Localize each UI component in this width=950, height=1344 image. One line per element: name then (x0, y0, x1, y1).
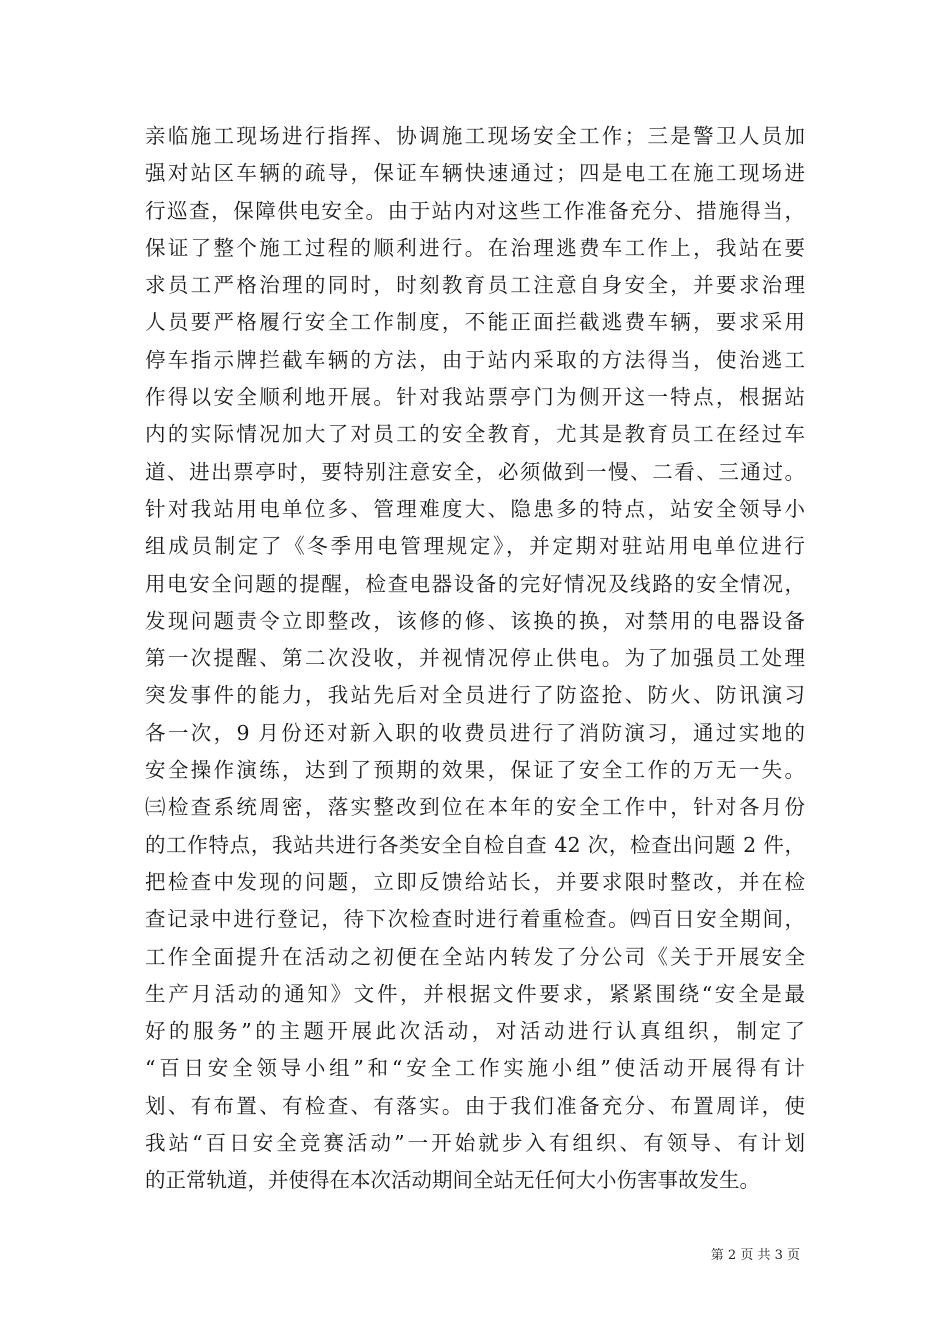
text-line: 我站“百日安全竞赛活动”一开始就步入有组织、有领导、有计划 (145, 1131, 805, 1156)
text-line: 行巡查，保障供电安全。由于站内对这些工作准备充分、措施得当， (145, 198, 805, 223)
text-line: 人员要严格履行安全工作制度，不能正面拦截逃费车辆，要求采用 (145, 310, 805, 335)
text-line: 第一次提醒、第二次没收，并视情况停止供电。为了加强员工处理 (145, 646, 805, 671)
text-line: 安全操作演练，达到了预期的效果，保证了安全工作的万无一失。 (145, 758, 805, 783)
text-line: 的工作特点，我站共进行各类安全自检自查 42 次，检查出问题 2 件， (145, 832, 805, 857)
text-line: 求员工严格治理的同时，时刻教育员工注意自身安全，并要求治理 (145, 273, 805, 298)
text-line: 用电安全问题的提醒，检查电器设备的完好情况及线路的安全情况， (145, 571, 805, 596)
text-line: 突发事件的能力，我站先后对全员进行了防盗抢、防火、防讯演习 (145, 683, 805, 708)
text-line: 组成员制定了《冬季用电管理规定》，并定期对驻站用电单位进行 (145, 534, 805, 559)
text-line: 生产月活动的通知》文件，并根据文件要求，紧紧围绕“安全是最 (145, 981, 805, 1006)
text-line: 各一次，9 月份还对新入职的收费员进行了消防演习，通过实地的 (145, 720, 805, 745)
text-line: 针对我站用电单位多、管理难度大、隐患多的特点，站安全领导小 (145, 496, 805, 521)
text-line: 发现问题责令立即整改，该修的修、该换的换，对禁用的电器设备 (145, 608, 805, 633)
text-line: ㈢检查系统周密，落实整改到位在本年的安全工作中，针对各月份 (145, 795, 805, 820)
text-line: 内的实际情况加大了对员工的安全教育，尤其是教育员工在经过车 (145, 422, 805, 447)
text-line: 作得以安全顺利地开展。针对我站票亭门为侧开这一特点，根据站 (145, 385, 805, 410)
page-footer: 第 2 页 共 3 页 (710, 1248, 800, 1263)
text-line: 划、有布置、有检查、有落实。由于我们准备充分、布置周详，使 (145, 1093, 805, 1118)
text-line: 强对站区车辆的疏导，保证车辆快速通过；四是电工在施工现场进 (145, 161, 805, 186)
text-line: 道、进出票亭时，要特别注意安全，必须做到一慢、二看、三通过。 (145, 459, 805, 484)
text-line: “百日安全领导小组”和“安全工作实施小组”使活动开展得有计 (145, 1056, 805, 1081)
text-line: 亲临施工现场进行指挥、协调施工现场安全工作；三是警卫人员加 (145, 124, 805, 148)
body-text (145, 118, 805, 1200)
text-line: 停车指示牌拦截车辆的方法，由于站内采取的方法得当，使治逃工 (145, 347, 805, 372)
text-line: 的正常轨道，并使得在本次活动期间全站无任何大小伤害事故发生。 (145, 1168, 760, 1193)
text-line: 保证了整个施工过程的顺利进行。在治理逃费车工作上，我站在要 (145, 235, 805, 260)
text-line: 好的服务”的主题开展此次活动，对活动进行认真组织，制定了 (145, 1019, 805, 1044)
text-line: 把检查中发现的问题，立即反馈给站长，并要求限时整改，并在检 (145, 869, 805, 894)
text-line: 工作全面提升在活动之初便在全站内转发了分公司《关于开展安全 (145, 944, 805, 969)
text-line: 查记录中进行登记，待下次检查时进行着重检查。㈣百日安全期间， (145, 907, 805, 932)
